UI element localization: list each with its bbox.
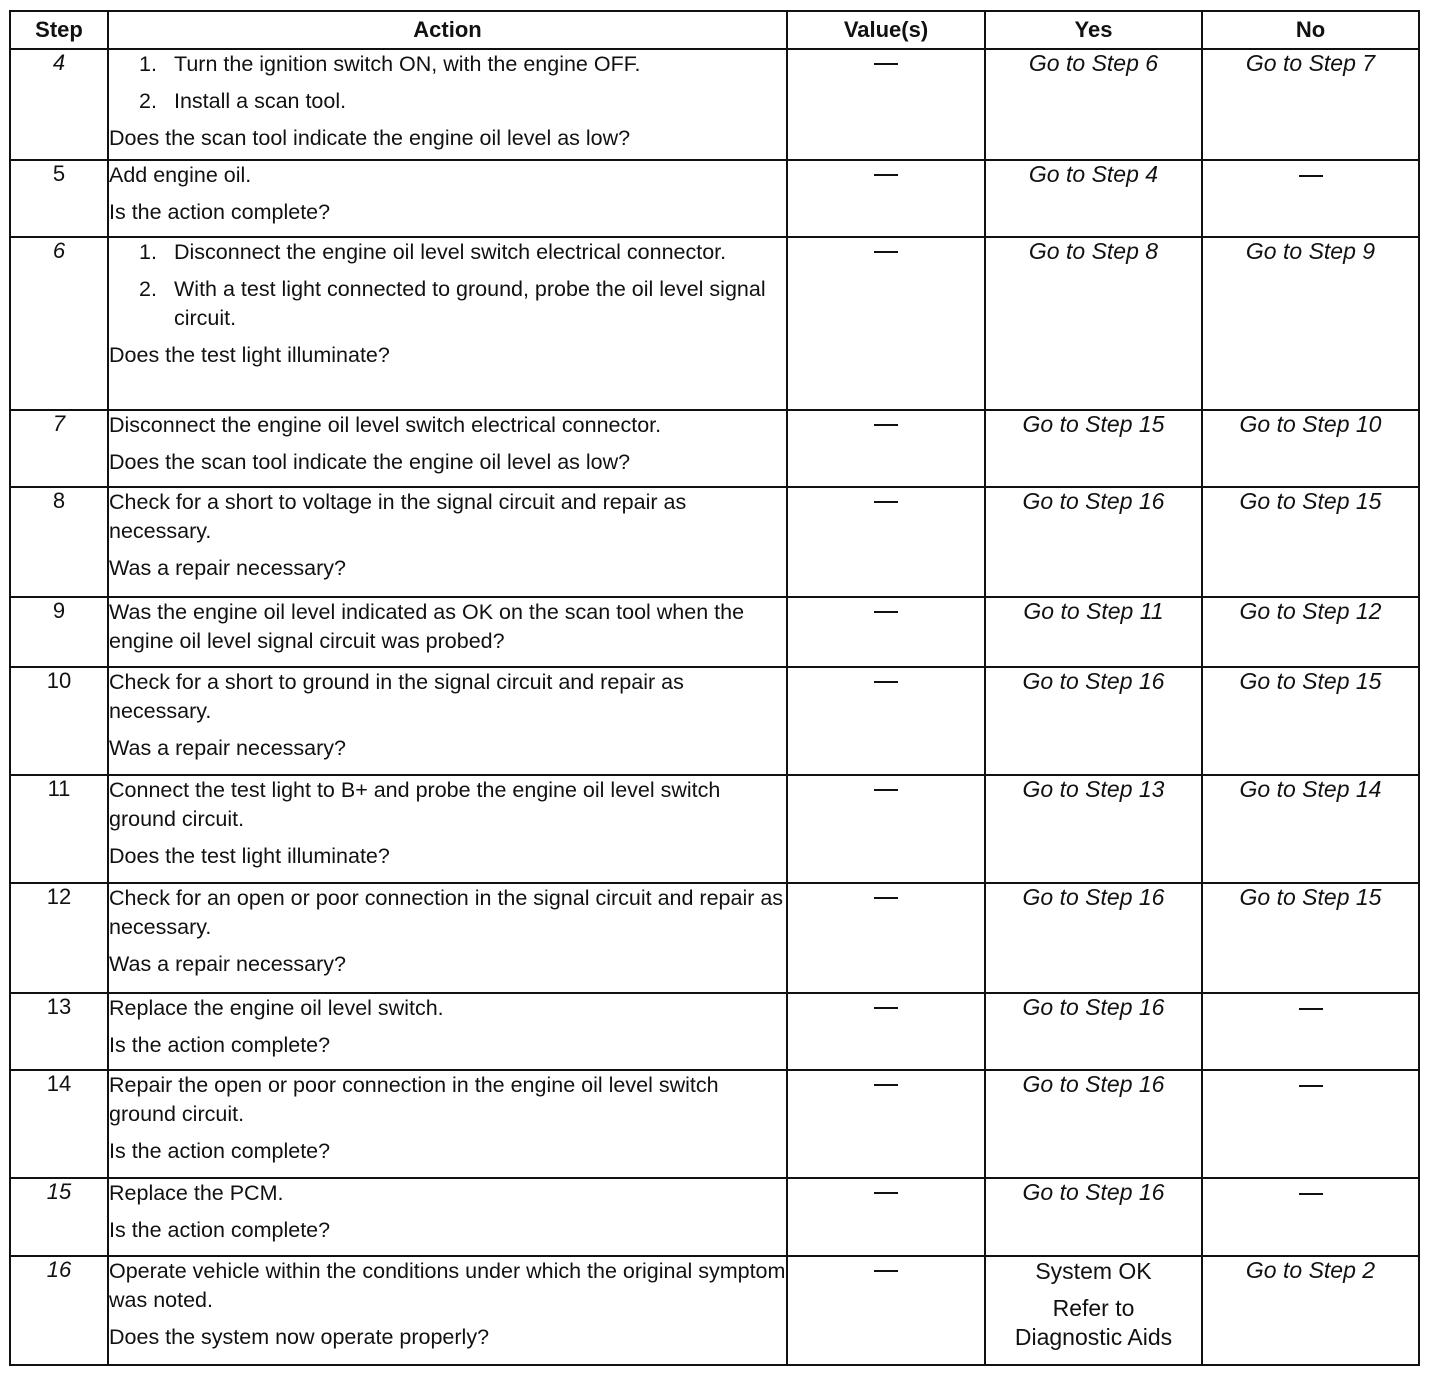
action-instruction: Connect the test light to B+ and probe the engine oil level switch ground circuit. (109, 778, 721, 831)
action-question: Was a repair necessary? (109, 556, 346, 580)
value-cell (787, 883, 985, 993)
value-dash (874, 251, 898, 253)
value-cell (787, 1256, 985, 1365)
action-cell (108, 993, 787, 1070)
list-number: 2. (139, 89, 157, 113)
yes-goto: Go to Step 16 (985, 1070, 1202, 1178)
action-instruction: Add engine oil. (109, 163, 252, 187)
action-list-item (139, 275, 786, 333)
value-dash (874, 1270, 898, 1272)
yes-goto: Go to Step 16 (985, 1178, 1202, 1256)
value-cell (787, 410, 985, 487)
step-number: 9 (10, 597, 108, 667)
no-dash (1299, 1085, 1323, 1087)
header-row (10, 11, 1419, 49)
value-cell (787, 1070, 985, 1178)
table-row (10, 667, 1419, 775)
yes-line: System OK (1035, 1258, 1152, 1284)
value-dash (874, 1192, 898, 1194)
table-row (10, 993, 1419, 1070)
list-item-text: Install a scan tool. (174, 89, 347, 113)
action-list-item (139, 50, 786, 79)
action-cell (108, 49, 787, 160)
no-goto: Go to Step 12 (1202, 597, 1419, 667)
header-step: Step (10, 11, 108, 49)
list-number: 1. (139, 52, 157, 76)
value-dash (874, 681, 898, 683)
no-dash (1299, 1193, 1323, 1195)
table-row (10, 410, 1419, 487)
value-dash (874, 63, 898, 65)
diagnostic-table (9, 10, 1420, 1366)
table-row (10, 597, 1419, 667)
step-number: 12 (10, 883, 108, 993)
step-number: 11 (10, 775, 108, 883)
yes-goto: Go to Step 11 (985, 597, 1202, 667)
no-dash (1299, 175, 1323, 177)
step-number: 4 (10, 49, 108, 160)
action-question: Does the system now operate properly? (109, 1325, 490, 1349)
step-number: 7 (10, 410, 108, 487)
step-number: 5 (10, 160, 108, 237)
action-list-item (139, 87, 786, 116)
header-values: Value(s) (787, 11, 985, 49)
action-question: Is the action complete? (109, 200, 331, 224)
no-cell (1202, 993, 1419, 1070)
table-row (10, 775, 1419, 883)
list-number: 1. (139, 240, 157, 264)
yes-result (986, 1257, 1201, 1352)
yes-line: Refer to Diagnostic Aids (1014, 1295, 1173, 1350)
table-row (10, 883, 1419, 993)
action-cell (108, 775, 787, 883)
value-dash (874, 174, 898, 176)
table-row (10, 1178, 1419, 1256)
table-body (10, 49, 1419, 1365)
value-dash (874, 897, 898, 899)
value-cell (787, 1178, 985, 1256)
list-item-text: Disconnect the engine oil level switch electrical connector. (174, 240, 727, 264)
no-cell (1202, 1178, 1419, 1256)
value-cell (787, 993, 985, 1070)
no-goto: Go to Step 14 (1202, 775, 1419, 883)
no-goto: Go to Step 9 (1202, 237, 1419, 410)
value-dash (874, 611, 898, 613)
value-cell (787, 487, 985, 597)
action-cell (108, 883, 787, 993)
action-question: Does the scan tool indicate the engine oil level as low? (109, 450, 631, 474)
action-instruction: Replace the PCM. (109, 1181, 284, 1205)
action-question: Does the scan tool indicate the engine oil level as low? (109, 126, 631, 150)
step-number: 16 (10, 1256, 108, 1365)
yes-goto: Go to Step 15 (985, 410, 1202, 487)
action-cell (108, 237, 787, 410)
yes-goto: Go to Step 8 (985, 237, 1202, 410)
action-instruction: Disconnect the engine oil level switch electrical connector. (109, 413, 662, 437)
yes-goto: Go to Step 16 (985, 883, 1202, 993)
no-goto: Go to Step 2 (1202, 1256, 1419, 1365)
value-cell (787, 667, 985, 775)
value-dash (874, 501, 898, 503)
value-cell (787, 237, 985, 410)
no-goto: Go to Step 10 (1202, 410, 1419, 487)
no-goto: Go to Step 15 (1202, 883, 1419, 993)
list-number: 2. (139, 277, 157, 301)
action-question: Does the test light illuminate? (109, 343, 390, 367)
action-question: Is the action complete? (109, 1218, 331, 1242)
value-cell (787, 775, 985, 883)
table-row (10, 237, 1419, 410)
no-goto: Go to Step 15 (1202, 487, 1419, 597)
yes-goto: Go to Step 16 (985, 993, 1202, 1070)
action-question: Is the action complete? (109, 1139, 331, 1163)
step-number: 8 (10, 487, 108, 597)
action-instruction: Check for a short to ground in the signal circuit and repair as necessary. (109, 670, 684, 723)
action-cell (108, 1178, 787, 1256)
value-dash (874, 1084, 898, 1086)
table-row (10, 1256, 1419, 1365)
action-instruction: Operate vehicle within the conditions under which the original symptom was noted. (109, 1259, 786, 1312)
action-cell (108, 1256, 787, 1365)
list-item-text: With a test light connected to ground, probe the oil level signal circuit. (174, 277, 766, 330)
action-instruction: Repair the open or poor connection in the engine oil level switch ground circuit. (109, 1073, 719, 1126)
value-dash (874, 789, 898, 791)
value-cell (787, 597, 985, 667)
no-cell (1202, 160, 1419, 237)
step-number: 10 (10, 667, 108, 775)
value-cell (787, 160, 985, 237)
table-row (10, 487, 1419, 597)
action-question: Does the test light illuminate? (109, 844, 390, 868)
step-number: 6 (10, 237, 108, 410)
header-yes: Yes (985, 11, 1202, 49)
action-question: Was a repair necessary? (109, 952, 346, 976)
table-row (10, 160, 1419, 237)
no-dash (1299, 1008, 1323, 1010)
yes-goto: Go to Step 16 (985, 487, 1202, 597)
yes-goto: Go to Step 16 (985, 667, 1202, 775)
yes-goto: Go to Step 13 (985, 775, 1202, 883)
action-cell (108, 160, 787, 237)
action-cell (108, 667, 787, 775)
action-question: Is the action complete? (109, 1033, 331, 1057)
table-row (10, 49, 1419, 160)
action-instruction: Check for an open or poor connection in the signal circuit and repair as necessary. (109, 886, 784, 939)
action-list-item (139, 238, 786, 267)
step-number: 15 (10, 1178, 108, 1256)
action-cell (108, 1070, 787, 1178)
step-number: 13 (10, 993, 108, 1070)
list-item-text: Turn the ignition switch ON, with the engine OFF. (174, 52, 641, 76)
action-cell (108, 487, 787, 597)
action-list (109, 50, 786, 116)
step-number: 14 (10, 1070, 108, 1178)
yes-goto: Go to Step 6 (985, 49, 1202, 160)
action-question: Was a repair necessary? (109, 736, 346, 760)
yes-cell (985, 1256, 1202, 1365)
action-instruction: Replace the engine oil level switch. (109, 996, 444, 1020)
no-goto: Go to Step 7 (1202, 49, 1419, 160)
header-action: Action (108, 11, 787, 49)
table-row (10, 1070, 1419, 1178)
action-question: Was the engine oil level indicated as OK on the scan tool when the engine oil level signal circuit was probed? (109, 600, 745, 653)
value-dash (874, 424, 898, 426)
action-cell (108, 410, 787, 487)
yes-goto: Go to Step 4 (985, 160, 1202, 237)
header-no: No (1202, 11, 1419, 49)
no-goto: Go to Step 15 (1202, 667, 1419, 775)
value-dash (874, 1007, 898, 1009)
action-instruction: Check for a short to voltage in the signal circuit and repair as necessary. (109, 490, 687, 543)
action-list (109, 238, 786, 333)
action-cell (108, 597, 787, 667)
value-cell (787, 49, 985, 160)
no-cell (1202, 1070, 1419, 1178)
